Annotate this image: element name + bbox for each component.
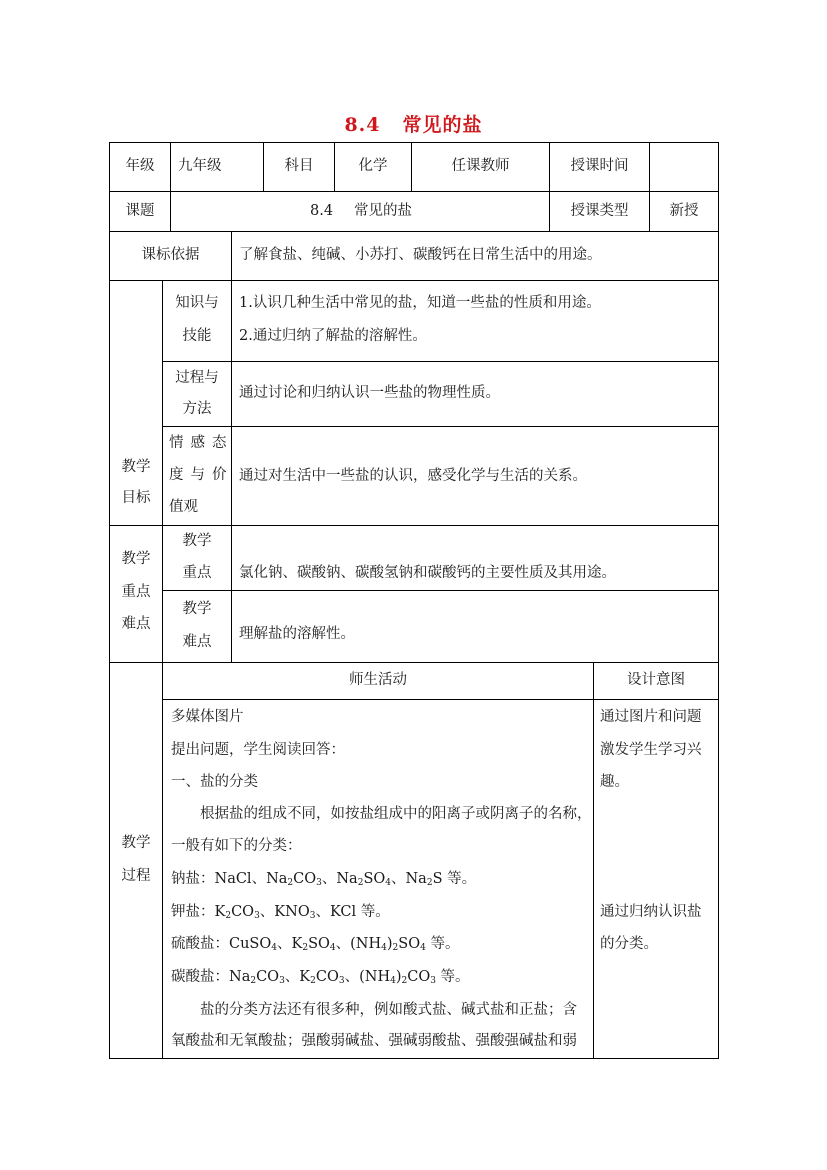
document-title xyxy=(0,110,827,137)
keypoints-label: 重点 xyxy=(121,584,151,600)
table-rule xyxy=(170,142,171,231)
activity-line: 多媒体图片 xyxy=(171,709,244,725)
process-method-label: 方法 xyxy=(182,401,212,417)
topic-label: 课题 xyxy=(125,203,155,219)
table-rule xyxy=(162,699,719,700)
table-rule xyxy=(162,426,719,427)
difficulty-label: 教学 xyxy=(182,601,212,617)
keypoints-label: 难点 xyxy=(121,616,151,632)
activity-column-header: 师生活动 xyxy=(349,672,407,688)
intent-line: 激发学生学习兴 xyxy=(600,742,702,758)
sulfate-salts-line: 硫酸盐：CuSO$_4$、$K_2SO_4$、$(NH_4)_2SO_4$ 等。 xyxy=(171,936,460,953)
sodium-salts-line: 钠盐：NaCl、$Na_2CO_3$、$Na_2SO_4$、$Na_2S$ 等。 xyxy=(171,871,477,888)
emotion-label: 值观 xyxy=(169,499,198,515)
title-number: 8.4 xyxy=(344,114,381,136)
knowledge-label: 知识与 xyxy=(175,295,219,311)
potassium-label: 钾盐： xyxy=(171,904,215,920)
standard-text: 了解食盐、纯碱、小苏打、碳酸钙在日常生活中的用途。 xyxy=(239,247,602,263)
keypoints-label: 教学 xyxy=(121,551,151,567)
activity-line: 盐的分类方法还有很多种，例如酸式盐、碱式盐和正盐；含 xyxy=(200,1002,577,1018)
activity-line: 一般有如下的分类： xyxy=(171,838,302,854)
intent-line: 趣。 xyxy=(600,774,629,790)
activity-line: 一、盐的分类 xyxy=(171,774,258,790)
table-rule xyxy=(593,662,594,1058)
title-text: 常见的盐 xyxy=(402,114,483,136)
activity-line: 根据盐的组成不同，如按盐组成中的阳离子或阴离子的名称， xyxy=(200,806,592,822)
type-value: 新授 xyxy=(669,203,699,219)
sodium-label: 钠盐： xyxy=(171,871,215,887)
difficulty-text: 理解盐的溶解性。 xyxy=(239,626,355,642)
carbonate-salts-line: 碳酸盐：$Na_2CO_3$、$K_2CO_3$、$(NH_4)_2CO_3$ 等。 xyxy=(171,969,470,986)
intent-column-header: 设计意图 xyxy=(627,672,685,688)
objectives-label: 教学 xyxy=(121,459,151,475)
table-rule xyxy=(109,191,719,192)
teacher-label: 任课教师 xyxy=(451,158,510,174)
grade-label: 年级 xyxy=(125,158,155,174)
intent-line: 通过图片和问题 xyxy=(600,709,702,725)
process-label: 过程 xyxy=(121,868,151,884)
sulfate-label: 硫酸盐： xyxy=(171,936,229,952)
grade-value: 九年级 xyxy=(178,158,222,174)
type-label: 授课类型 xyxy=(570,203,629,219)
emotion-text: 通过对生活中一些盐的认识，感受化学与生活的关系。 xyxy=(239,468,587,484)
intent-line: 的分类。 xyxy=(600,936,658,952)
table-rule xyxy=(109,231,719,232)
objectives-label: 目标 xyxy=(121,490,151,506)
table-rule xyxy=(109,280,719,281)
process-method-label: 过程与 xyxy=(175,370,219,386)
table-rule xyxy=(109,662,719,663)
knowledge-item: 1.认识几种生活中常见的盐，知道一些盐的性质和用途。 xyxy=(239,295,601,311)
knowledge-label: 技能 xyxy=(182,328,212,344)
standard-label: 课标依据 xyxy=(141,247,200,263)
table-rule xyxy=(162,590,719,591)
focus-label: 重点 xyxy=(182,565,212,581)
table-border-right xyxy=(718,142,719,1059)
focus-label: 教学 xyxy=(182,533,212,549)
table-border-bottom xyxy=(109,1058,719,1059)
knowledge-item: 2.通过归纳了解盐的溶解性。 xyxy=(239,328,427,344)
intent-line: 通过归纳认识盐 xyxy=(600,904,702,920)
emotion-label: 情感态 xyxy=(169,435,234,451)
potassium-salts-line: 钾盐：$K_2CO_3$、$KNO_3$、KCl 等。 xyxy=(171,904,390,921)
table-rule xyxy=(162,361,719,362)
activity-line: 提出问题，学生阅读回答： xyxy=(171,742,345,758)
subject-label: 科目 xyxy=(284,158,314,174)
process-label: 教学 xyxy=(121,835,151,851)
topic-value: 常见的盐 xyxy=(354,203,412,219)
carbonate-label: 碳酸盐： xyxy=(171,969,229,985)
difficulty-label: 难点 xyxy=(182,634,212,650)
topic-number: 8.4 xyxy=(310,203,334,219)
emotion-label: 度与价 xyxy=(169,467,234,483)
table-border-top xyxy=(109,142,719,143)
focus-text: 氯化钠、碳酸钠、碳酸氢钠和碳酸钙的主要性质及其用途。 xyxy=(239,565,616,581)
process-method-text: 通过讨论和归纳认识一些盐的物理性质。 xyxy=(239,385,500,401)
activity-line: 氧酸盐和无氧酸盐；强酸弱碱盐、强碱弱酸盐、强酸强碱盐和弱 xyxy=(171,1033,577,1049)
time-label: 授课时间 xyxy=(570,158,629,174)
subject-value: 化学 xyxy=(358,158,388,174)
